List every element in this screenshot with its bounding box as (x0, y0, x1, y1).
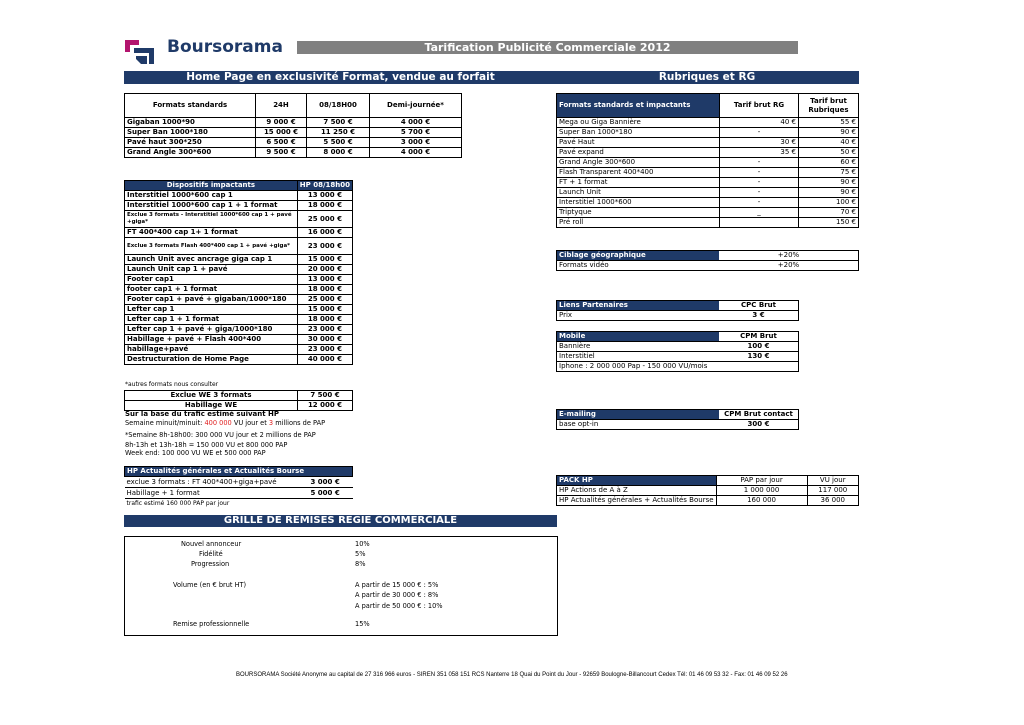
trafic-pre: Semaine minuit/minuit: (125, 419, 205, 427)
emailing-row-price: 300 € (719, 420, 799, 430)
rubrique-rg: 35 € (720, 148, 799, 158)
actualites-table (124, 466, 353, 508)
rubrique-rub: 40 € (799, 138, 859, 148)
dispositif-label: Interstitiel 1000*600 cap 1 (125, 191, 298, 201)
rubriques-section-title: Rubriques et RG (555, 71, 859, 84)
mobile-interstitiel-price: 130 € (719, 352, 799, 362)
home-cell: 9 500 € (256, 148, 307, 158)
rubrique-rg: - (720, 188, 799, 198)
rubrique-row (557, 158, 859, 168)
mobile-table (556, 331, 799, 372)
we-price: 12 000 € (298, 401, 353, 411)
rubrique-rub: 90 € (799, 188, 859, 198)
rubrique-rub: 150 € (799, 218, 859, 228)
rubrique-rub: 90 € (799, 178, 859, 188)
dispositif-price: 20 000 € (297, 265, 352, 275)
grille-volume-value-3: A partir de 50 000 € : 10% (355, 602, 443, 610)
rubrique-rg: 30 € (720, 138, 799, 148)
rubrique-label: Pré roll (557, 218, 720, 228)
dispositif-label: Lefter cap 1 + pavé + giga/1000*180 (125, 325, 298, 335)
rubrique-rub: 70 € (799, 208, 859, 218)
grille-box (124, 536, 558, 636)
rubrique-rg: - (720, 158, 799, 168)
actualites-label: Habillage + 1 format (125, 488, 309, 499)
dispositif-row (125, 228, 353, 238)
pack-label: HP Actualités générales + Actualités Bourse (557, 496, 717, 506)
dispositif-price: 30 000 € (297, 335, 352, 345)
home-cell: 5 500 € (307, 138, 370, 148)
trafic-line4: Week end: 100 000 VU WE et 500 000 PAP (125, 449, 266, 457)
ciblage-video-label: Formats vidéo (557, 261, 720, 271)
pack-header-vu: VU jour (807, 476, 858, 486)
rubrique-label: FT + 1 format (557, 178, 720, 188)
ciblage-geo-label: Ciblage géographique (557, 251, 720, 261)
dispositif-label: Lefter cap 1 + 1 format (125, 315, 298, 325)
actualites-price: 5 000 € (309, 488, 353, 499)
trafic-line2: *Semaine 8h-18h00: 300 000 VU jour et 2 millions de PAP (125, 431, 316, 439)
rubrique-label: Super Ban 1000*180 (557, 128, 720, 138)
rubrique-label: Mega ou Giga Bannière (557, 118, 720, 128)
rubrique-row (557, 198, 859, 208)
rubrique-row (557, 138, 859, 148)
grille-volume-value-1: A partir de 15 000 € : 5% (355, 581, 439, 589)
home-cell: 15 000 € (256, 128, 307, 138)
dispositif-label: Destructuration de Home Page (125, 355, 298, 365)
rubrique-label: Launch Unit (557, 188, 720, 198)
dispositif-row (125, 355, 353, 365)
grille-volume-label: Volume (en € brut HT) (173, 581, 247, 589)
dispositifs-col-label: Dispositifs impactants (125, 181, 298, 191)
rubrique-rub: 50 € (799, 148, 859, 158)
home-col-24h: 24H (256, 94, 307, 118)
mobile-banniere-price: 100 € (719, 342, 799, 352)
brand-logo (123, 34, 303, 66)
liens-row-label: Prix (557, 311, 720, 321)
dispositif-price: 25 000 € (297, 211, 352, 228)
pack-row (557, 486, 859, 496)
dispositifs-col-price: HP 08/18h00 (297, 181, 352, 191)
grille-nouvel-label: Nouvel annonceur (181, 540, 242, 548)
ciblage-geo-value: +20% (777, 251, 800, 259)
dispositif-price: 23 000 € (297, 345, 352, 355)
home-row (125, 118, 462, 128)
dispositif-price: 23 000 € (297, 238, 352, 255)
dispositif-row (125, 238, 353, 255)
liens-header-price: CPC Brut (741, 301, 776, 309)
home-rows (125, 118, 462, 158)
emailing-header-price: CPM Brut contact (724, 410, 793, 418)
dispositif-price: 13 000 € (297, 275, 352, 285)
dispositif-row (125, 285, 353, 295)
rubrique-rg: - (720, 178, 799, 188)
home-cell: Grand Angle 300*600 (125, 148, 256, 158)
grille-nouvel-value: 10% (355, 540, 370, 548)
grille-volume-value-2: A partir de 30 000 € : 8% (355, 591, 439, 599)
rubrique-row (557, 128, 859, 138)
rubrique-label: Triptyque (557, 208, 720, 218)
boursorama-logo-icon (123, 34, 159, 66)
home-row (125, 138, 462, 148)
mobile-header-label: Mobile (557, 332, 720, 342)
trafic-line3: 8h-13h et 13h-18h = 150 000 VU et 800 000 PAP (125, 441, 288, 449)
rubriques-col-rg: Tarif brut RG (720, 94, 799, 118)
dispositif-label: Exclue 3 formats Flash 400*400 cap 1 + pavé +giga* (125, 238, 298, 255)
actualites-row (125, 488, 353, 499)
dispositif-row (125, 275, 353, 285)
trafic-red1: 400 000 (204, 419, 232, 427)
home-cell: Super Ban 1000*180 (125, 128, 256, 138)
actualites-title: HP Actualités générales et Actualités Bourse (125, 467, 353, 477)
home-cell: 4 000 € (370, 148, 462, 158)
pack-table (556, 475, 859, 506)
home-section-title: Home Page en exclusivité Format, vendue au forfait (124, 71, 557, 84)
pack-pap: 1 000 000 (716, 486, 807, 496)
dispositif-row (125, 315, 353, 325)
pack-row (557, 496, 859, 506)
pack-header-pap: PAP par jour (716, 476, 807, 486)
home-cell: 4 000 € (370, 118, 462, 128)
home-col-0818: 08/18H00 (307, 94, 370, 118)
liens-header-label: Liens Partenaires (557, 301, 720, 311)
rubrique-row (557, 148, 859, 158)
we-price: 7 500 € (298, 391, 353, 401)
dispositif-price: 25 000 € (297, 295, 352, 305)
dispositif-row (125, 265, 353, 275)
trafic-post: millions de PAP (273, 419, 326, 427)
actualites-row (125, 477, 353, 488)
trafic-mid: VU jour et (231, 419, 269, 427)
emailing-header-label: E-mailing (557, 410, 720, 420)
grille-progression-label: Progression (191, 560, 230, 568)
rubrique-row (557, 168, 859, 178)
rubrique-row (557, 218, 859, 228)
we-label: Exclue WE 3 formats (125, 391, 298, 401)
rubrique-row (557, 118, 859, 128)
grille-fidelite-value: 5% (355, 550, 366, 558)
rubriques-col-formats: Formats standards et impactants (557, 94, 720, 118)
rubrique-label: Flash Transparent 400*400 (557, 168, 720, 178)
rubrique-rub: 90 € (799, 128, 859, 138)
dispositif-row (125, 191, 353, 201)
emailing-row-label: base opt-in (557, 420, 720, 430)
we-table (124, 390, 353, 411)
home-col-formats: Formats standards (125, 94, 256, 118)
we-label: Habillage WE (125, 401, 298, 411)
rubrique-label: Pavé expand (557, 148, 720, 158)
ciblage-video-value: +20% (719, 261, 859, 271)
autres-formats-note: *autres formats nous consulter (125, 381, 219, 388)
pack-header-label: PACK HP (557, 476, 717, 486)
grille-fidelite-label: Fidélité (199, 550, 223, 558)
dispositif-label: Exclue 3 formats - Interstitiel 1000*600 cap 1 + pavé +giga* (125, 211, 298, 228)
home-cell: Pavé haut 300*250 (125, 138, 256, 148)
grille-progression-value: 8% (355, 560, 366, 568)
home-cell: 3 000 € (370, 138, 462, 148)
grille-remise-value: 15% (355, 620, 370, 628)
rubrique-label: Grand Angle 300*600 (557, 158, 720, 168)
dispositif-label: Footer cap1 (125, 275, 298, 285)
liens-row-price: 3 € (719, 311, 799, 321)
rubriques-table (556, 93, 859, 228)
dispositif-row (125, 305, 353, 315)
dispositif-row (125, 345, 353, 355)
home-cell: 11 250 € (307, 128, 370, 138)
pack-pap: 160 000 (716, 496, 807, 506)
dispositifs-rows (125, 191, 353, 365)
home-cell: 5 700 € (370, 128, 462, 138)
dispositif-row (125, 335, 353, 345)
dispositif-price: 23 000 € (297, 325, 352, 335)
dispositif-price: 40 000 € (297, 355, 352, 365)
dispositif-label: Interstitiel 1000*600 cap 1 + 1 format (125, 201, 298, 211)
home-cell: Gigaban 1000*90 (125, 118, 256, 128)
rubrique-rg: - (720, 128, 799, 138)
grille-remise-label: Remise professionnelle (173, 620, 250, 628)
dispositif-row (125, 201, 353, 211)
dispositif-price: 15 000 € (297, 255, 352, 265)
pack-vu: 117 000 (807, 486, 858, 496)
brand-name: Boursorama (167, 37, 283, 57)
home-cell: 8 000 € (307, 148, 370, 158)
trafic-line1 (125, 418, 325, 428)
rubrique-label: Interstitiel 1000*600 (557, 198, 720, 208)
rubrique-rg: - (720, 168, 799, 178)
pack-label: HP Actions de A à Z (557, 486, 717, 496)
actualites-price: 3 000 € (309, 477, 353, 488)
dispositif-row (125, 325, 353, 335)
rubrique-rg: _ (720, 208, 799, 218)
actualites-label: exclue 3 formats : FT 400*400+giga+pavé (125, 477, 309, 488)
dispositif-label: habillage+pavé (125, 345, 298, 355)
dispositif-label: Habillage + pavé + Flash 400*400 (125, 335, 298, 345)
dispositif-label: Launch Unit cap 1 + pavé (125, 265, 298, 275)
liens-table (556, 300, 799, 321)
ciblage-table (556, 250, 859, 271)
mobile-iphone: Iphone : 2 000 000 Pap - 150 000 VU/mois (557, 362, 799, 372)
rubrique-rub: 75 € (799, 168, 859, 178)
dispositif-price: 13 000 € (297, 191, 352, 201)
dispositif-row (125, 255, 353, 265)
home-row (125, 148, 462, 158)
mobile-banniere-label: Bannière (557, 342, 720, 352)
dispositif-row (125, 211, 353, 228)
mobile-interstitiel-label: Interstitiel (557, 352, 720, 362)
actualites-trafic: trafic estimé 160 000 PAP par jour (125, 499, 353, 509)
rubrique-rg (720, 218, 799, 228)
rubrique-label: Pavé Haut (557, 138, 720, 148)
rubrique-rub: 60 € (799, 158, 859, 168)
home-cell: 6 500 € (256, 138, 307, 148)
rubriques-col-rub: Tarif brut Rubriques (799, 94, 859, 118)
dispositif-price: 18 000 € (297, 285, 352, 295)
rubrique-rub: 100 € (799, 198, 859, 208)
pack-vu: 36 000 (807, 496, 858, 506)
dispositif-label: Launch Unit avec ancrage giga cap 1 (125, 255, 298, 265)
home-cell: 7 500 € (307, 118, 370, 128)
home-row (125, 128, 462, 138)
we-row (125, 391, 353, 401)
trafic-red2: 3 (268, 419, 274, 427)
footer-legal: BOURSORAMA Société Anonyme au capital de 27 316 966 euros - SIREN 351 058 151 RCS Nanterre 18 Quai du Point du Jour - 92659 Boulogne-Billancourt Cedex Tél: 01 46 09 53 32 - Fax: 01 46 09 52 26 (236, 672, 788, 678)
dispositif-price: 16 000 € (297, 228, 352, 238)
home-formats-table (124, 93, 462, 158)
home-col-demi: Demi-journée* (370, 94, 462, 118)
dispositif-price: 18 000 € (297, 201, 352, 211)
dispositifs-table (124, 180, 353, 365)
dispositif-price: 18 000 € (297, 315, 352, 325)
dispositif-price: 15 000 € (297, 305, 352, 315)
rubrique-rub: 55 € (799, 118, 859, 128)
rubrique-rg: 40 € (720, 118, 799, 128)
grille-section-title: GRILLE DE REMISES REGIE COMMERCIALE (124, 515, 557, 527)
dispositif-row (125, 295, 353, 305)
rubrique-row (557, 208, 859, 218)
dispositif-label: FT 400*400 cap 1+ 1 format (125, 228, 298, 238)
page-title: Tarification Publicité Commerciale 2012 (297, 41, 798, 54)
emailing-table (556, 409, 799, 430)
dispositif-label: Lefter cap 1 (125, 305, 298, 315)
home-cell: 9 000 € (256, 118, 307, 128)
rubrique-row (557, 188, 859, 198)
trafic-title: Sur la base du trafic estimé suivant HP (125, 410, 280, 418)
dispositif-label: Footer cap1 + pavé + gigaban/1000*180 (125, 295, 298, 305)
rubrique-rg: - (720, 198, 799, 208)
dispositif-label: footer cap1 + 1 format (125, 285, 298, 295)
rubrique-row (557, 178, 859, 188)
mobile-header-price: CPM Brut (740, 332, 777, 340)
